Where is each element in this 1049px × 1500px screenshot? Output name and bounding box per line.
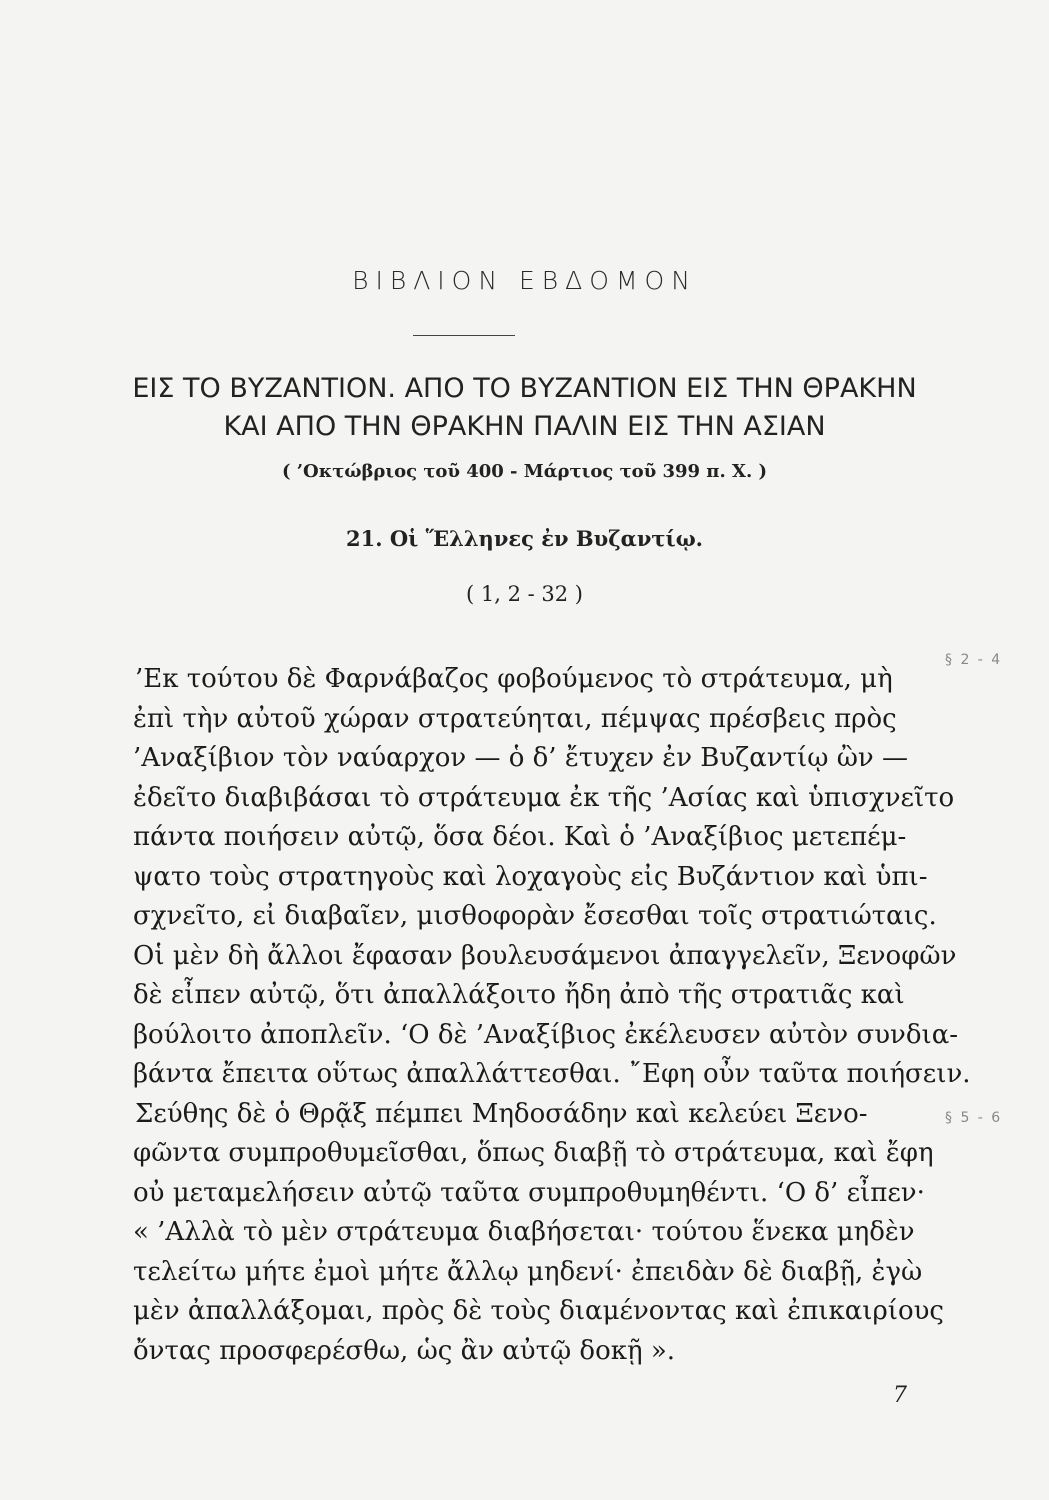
text-line: βούλοιτο ἀποπλεῖν. ‘Ο δὲ ’Αναξίβιος ἐκέλευσεν αὐτὸν συνδια-	[133, 1019, 959, 1050]
text-line: ἐπὶ τὴν αὐτοῦ χώραν στρατεύηται, πέμψας πρέσβεις πρὸς	[133, 703, 897, 734]
text-line: σχνεῖτο, εἰ διαβαῖεν, μισθοφορὰν ἔσεσθαι τοῖς στρατιώταις.	[133, 901, 937, 931]
text-line: Σεύθης δὲ ὁ Θρᾷξ πέμπει Μηδοσάδην καὶ κελεύει Ξενο-	[135, 1098, 868, 1129]
text-line: ὄντας προσφερέσθω, ὡς ἂν αὐτῷ δοκῇ ».	[133, 1335, 676, 1366]
body-text	[133, 660, 971, 1371]
text-line: φῶντα συμπροθυμεῖσθαι, ὅπως διαβῇ τὸ στράτευμα, καὶ ἔφη	[133, 1138, 934, 1168]
date-range: ( ’Οκτώβριος τοῦ 400 - Μάρτιος τοῦ 399 π. Χ. )	[281, 461, 768, 482]
text-line: ’Αναξίβιον τὸν ναύαρχον — ὁ δ’ ἔτυχεν ἐν Βυζαντίῳ ὢν —	[133, 743, 908, 773]
text-line: πάντα ποιήσειν αὐτῷ, ὅσα δέοι. Καὶ ὁ ’Αναξίβιος μετεπέμ-	[133, 822, 907, 852]
page-number: 7	[893, 1383, 907, 1408]
text-line: δὲ εἶπεν αὐτῷ, ὅτι ἀπαλλάξοιτο ἤδη ἀπὸ τῆς στρατιᾶς καὶ	[133, 980, 905, 1010]
text-line: ’Εκ τούτου δὲ Φαρνάβαζος φοβούμενος τὸ στράτευμα, μὴ	[135, 664, 893, 694]
text-line: τελείτω μήτε ἐμοὶ μήτε ἄλλῳ μηδενί· ἐπειδὰν δὲ διαβῇ, ἐγὼ	[133, 1256, 923, 1287]
title-divider	[413, 335, 515, 336]
margin-note: § 2 - 4	[945, 652, 1003, 668]
section-heading-line-1: ΕΙΣ ΤΟ ΒΥΖΑΝΤΙΟΝ. ΑΠΟ ΤΟ ΒΥΖΑΝΤΙΟΝ ΕΙΣ ΤΗΝ ΘΡΑΚΗΝ	[132, 373, 917, 404]
section-heading-line-2: ΚΑΙ ΑΠΟ ΤΗΝ ΘΡΑΚΗΝ ΠΑΛΙΝ ΕΙΣ ΤΗΝ ΑΣΙΑΝ	[223, 411, 826, 442]
section-heading	[0, 370, 1049, 446]
text-line: « ’Αλλὰ τὸ μὲν στράτευμα διαβήσεται· τούτου ἕνεκα μηδὲν	[133, 1217, 915, 1247]
text-line: βάντα ἔπειτα οὕτως ἀπαλλάττεσθαι. ῎Εφη οὖν ταῦτα ποιήσειν.	[133, 1059, 971, 1089]
margin-note: § 5 - 6	[945, 1110, 1003, 1126]
text-line: ἐδεῖτο διαβιβάσαι τὸ στράτευμα ἐκ τῆς ’Ασίας καὶ ὑπισχνεῖτο	[133, 782, 955, 813]
text-line: οὐ μεταμελήσειν αὐτῷ ταῦτα συμπροθυμηθέντι. ‘Ο δ’ εἶπεν·	[133, 1177, 925, 1208]
book-title: ΒΙΒΛΙΟΝ ΕΒΔΟΜΟΝ	[352, 266, 697, 295]
passage-reference: ( 1, 2 - 32 )	[466, 582, 583, 606]
text-line: Οἱ μὲν δὴ ἄλλοι ἔφασαν βουλευσάμενοι ἀπαγγελεῖν, Ξενοφῶν	[133, 940, 957, 971]
text-line: ψατο τοὺς στρατηγοὺς καὶ λοχαγοὺς εἰς Βυζάντιον καὶ ὑπι-	[133, 861, 928, 892]
text-line: μὲν ἀπαλλάξομαι, πρὸς δὲ τοὺς διαμένοντας καὶ ἐπικαιρίους	[133, 1296, 944, 1326]
chapter-title: 21. Οἱ Ἕλληνες ἐν Βυζαντίῳ.	[345, 526, 703, 551]
